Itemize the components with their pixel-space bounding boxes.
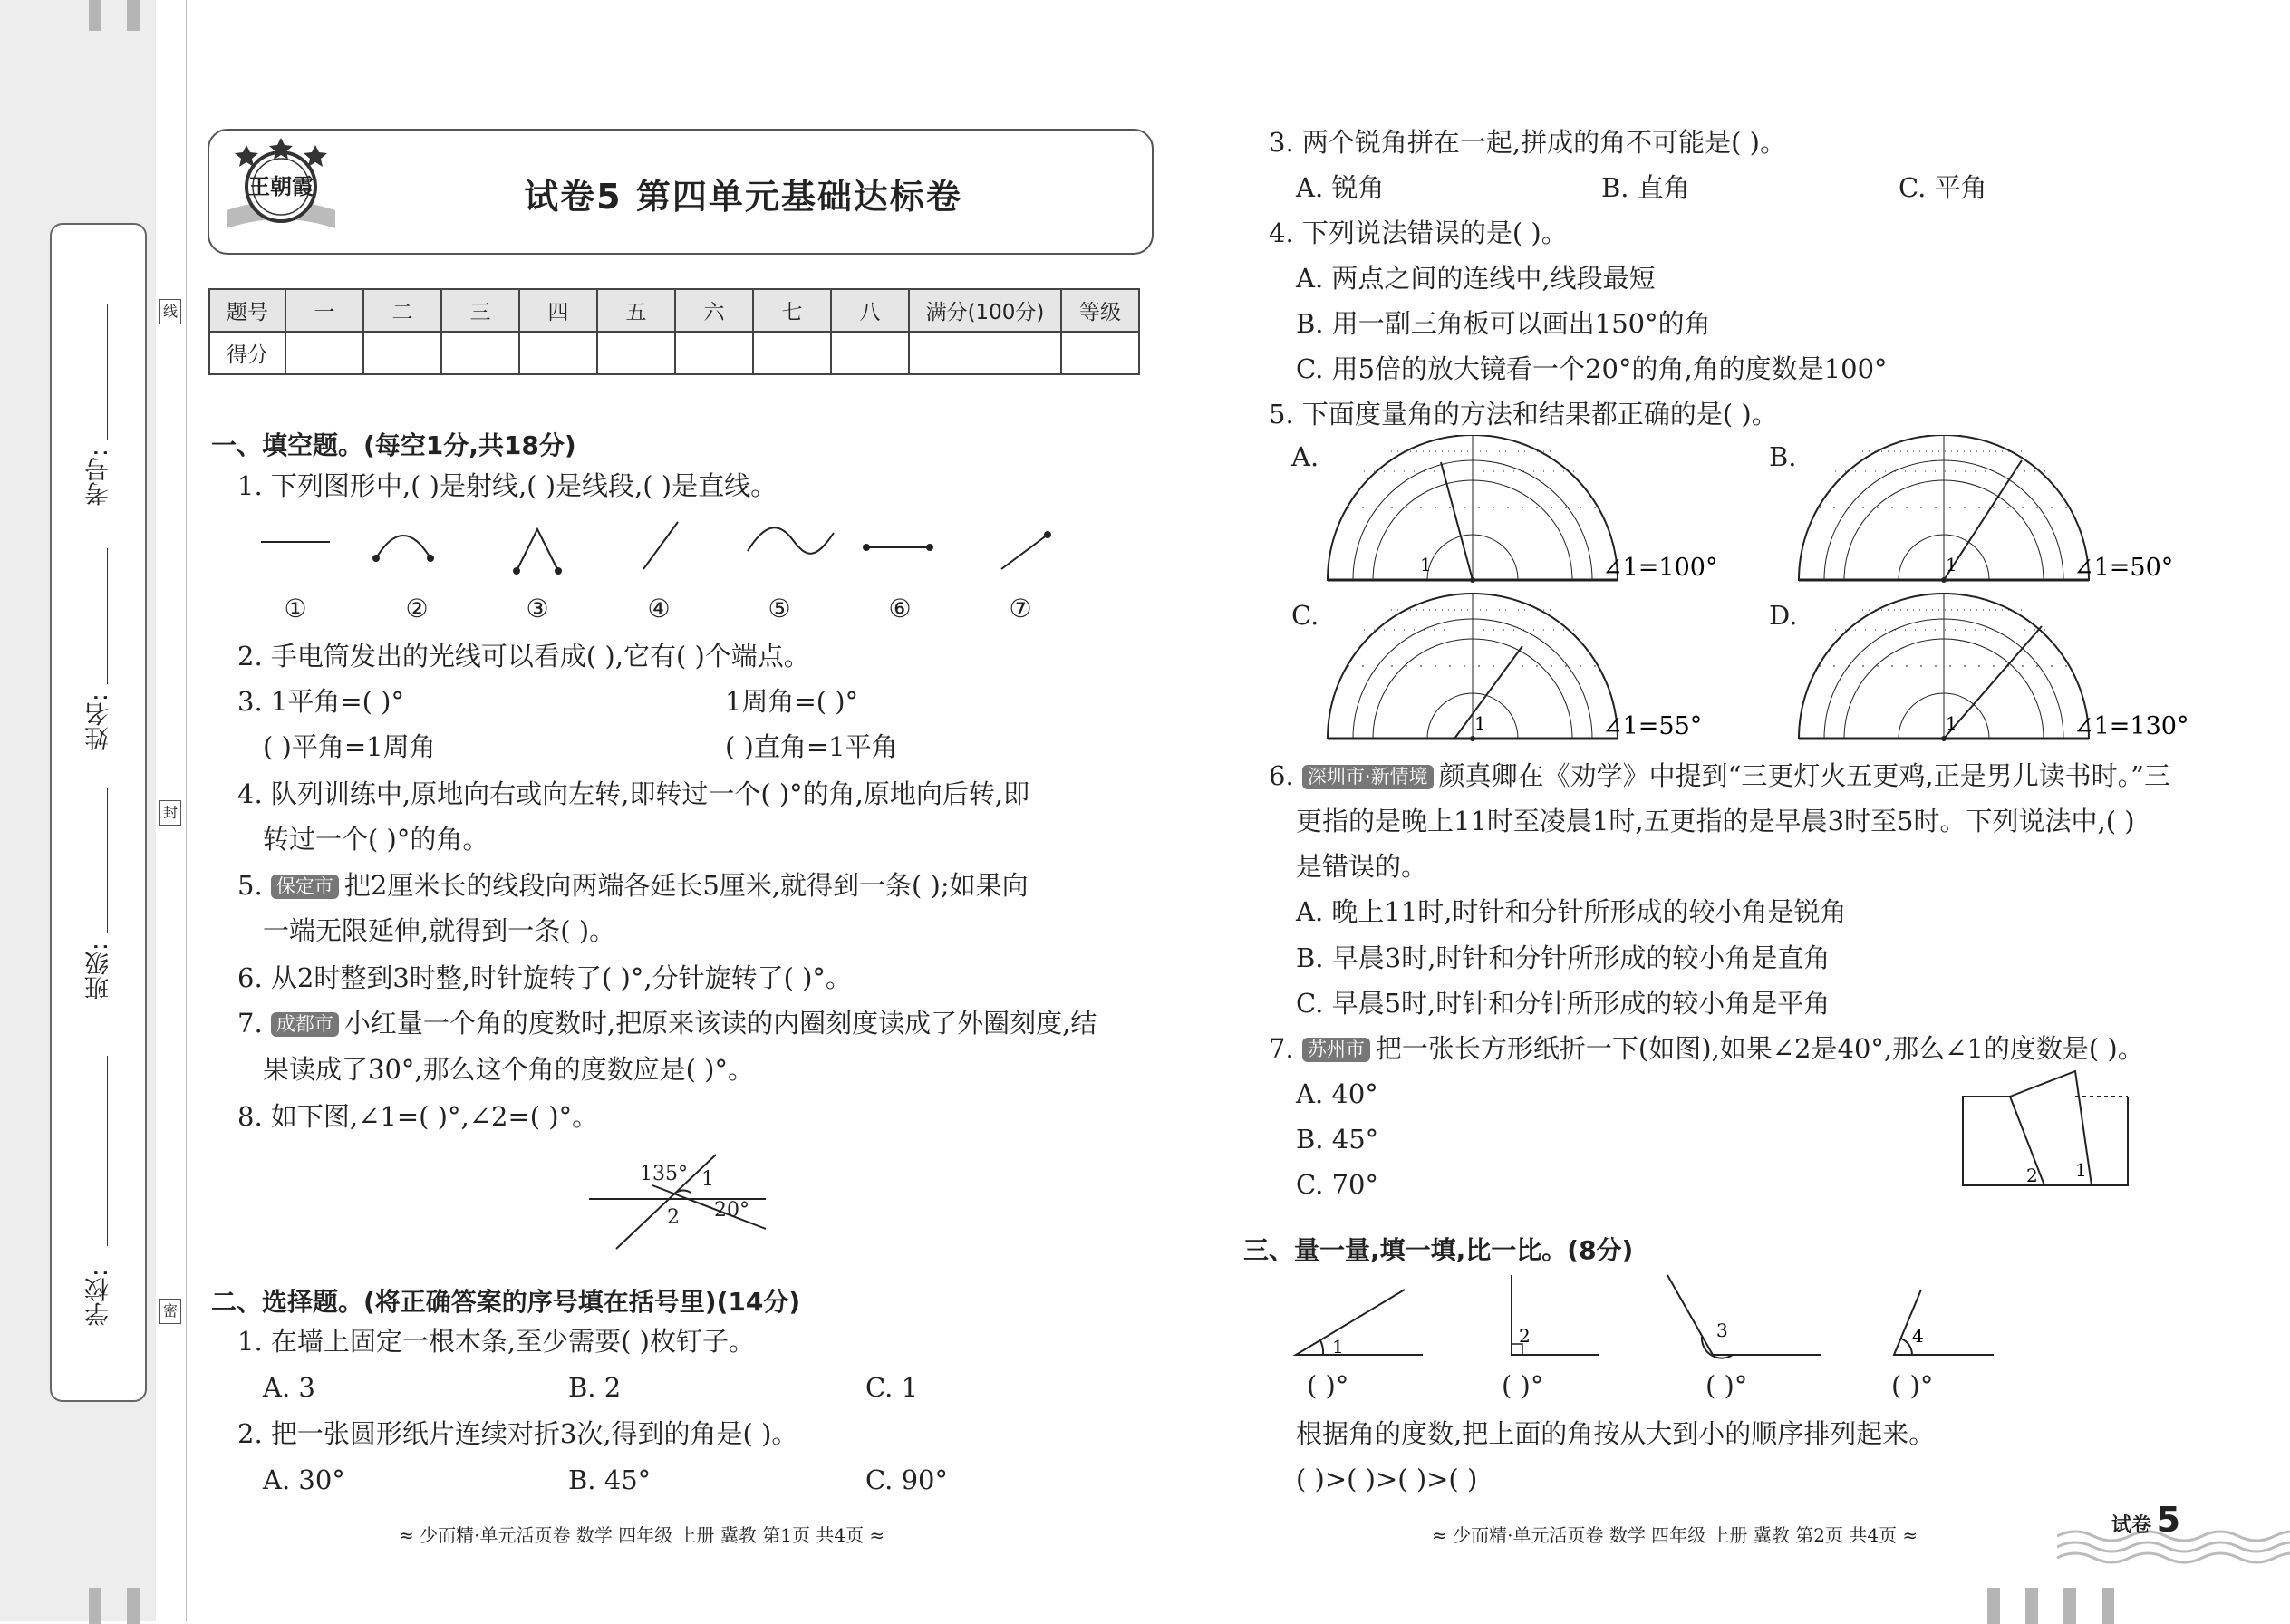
question-text: ( )平角=1周角 xyxy=(263,731,436,762)
registration-mark xyxy=(89,0,101,31)
registration-mark xyxy=(2025,1588,2038,1624)
answer-blank[interactable]: ( )° xyxy=(1307,1370,1349,1401)
registration-mark xyxy=(127,1588,140,1624)
question-number: 7. xyxy=(237,1008,263,1039)
region-tag: 成都市 xyxy=(271,1012,339,1037)
angle-label: 1 xyxy=(1946,712,1957,734)
page-footer-right: ≈ 少而精·单元活页卷 数学 四年级 上册 冀教 第2页 共4页 ≈ xyxy=(1432,1524,1918,1546)
angle-label: 1 xyxy=(1332,1336,1344,1358)
score-table-header: 七 xyxy=(753,289,831,332)
class-label: 班级: xyxy=(85,942,113,1000)
seal-mark: 线 xyxy=(159,299,181,324)
seal-mark: 密 xyxy=(159,1299,181,1324)
angles-to-measure xyxy=(1287,1273,2012,1364)
option-letter: D. xyxy=(1769,600,1798,631)
score-cell[interactable] xyxy=(519,332,597,374)
figure-point xyxy=(427,555,434,562)
score-table-header: 三 xyxy=(441,289,519,332)
option-c[interactable] xyxy=(1291,594,1702,741)
option-a[interactable] xyxy=(1291,435,1717,583)
option[interactable]: B. 2 xyxy=(568,1372,622,1403)
angle-label: 2 xyxy=(667,1206,680,1229)
question-text: 1. 下列图形中,( )是射线,( )是线段,( )是直线。 xyxy=(237,470,778,501)
protractor xyxy=(1799,435,2089,583)
question-text: 3. 1平角=( )° xyxy=(237,686,404,717)
figure-angle xyxy=(517,529,558,571)
option[interactable]: B. 45° xyxy=(568,1464,652,1495)
question-text: 更指的是晚上11时至凌晨1时,五更指的是早晨3时至5时。下列说法中,( ) xyxy=(1296,806,2135,836)
name-label: 姓名: xyxy=(85,693,113,751)
angle-label: 1 xyxy=(1474,712,1486,734)
figure-label: ⑥ xyxy=(888,594,912,624)
question-text: 5. 下面度量角的方法和结果都正确的是( )。 xyxy=(1269,399,1778,430)
score-cell[interactable] xyxy=(831,332,909,374)
student-info-box xyxy=(50,223,147,1402)
angle-label: 1 xyxy=(1946,554,1957,575)
protractor xyxy=(1799,594,2089,741)
logo-text: 王朝霞 xyxy=(248,174,314,199)
question-text: 是错误的。 xyxy=(1296,851,1428,882)
question-text-part: 把2厘米长的线段向两端各延长5厘米,就得到一条( );如果向 xyxy=(343,870,1029,901)
option-result: ∠1=55° xyxy=(1602,712,1703,740)
question-text: 转过一个( )°的角。 xyxy=(263,824,489,855)
section-heading: 二、选择题。(将正确答案的序号填在括号里)(14分) xyxy=(211,1287,801,1317)
angle-label: 2 xyxy=(2026,1165,2038,1186)
region-tag: 深圳市·新情境 xyxy=(1302,765,1434,789)
figure-wave xyxy=(748,527,834,554)
score-cell[interactable] xyxy=(675,332,753,374)
name-field[interactable] xyxy=(107,548,108,684)
folded-paper-figure xyxy=(1957,1069,2139,1187)
option[interactable]: B. 早晨3时,时针和分针所形成的较小角是直角 xyxy=(1296,942,1831,973)
option-letter: C. xyxy=(1291,600,1319,631)
protractor xyxy=(1328,435,1618,583)
question-text xyxy=(1269,760,2170,791)
question-text-part: 小红量一个角的度数时,把原来该读的内圈刻度读成了外圈刻度,结 xyxy=(343,1008,1097,1039)
school-label: 学校: xyxy=(85,1269,113,1327)
angle-arc xyxy=(676,1190,691,1193)
score-table-row-label: 得分 xyxy=(209,332,285,374)
score-cell[interactable] xyxy=(1061,332,1139,374)
exam-number-badge xyxy=(2111,1500,2180,1540)
question-text: 2. 把一张圆形纸片连续对折3次,得到的角是( )。 xyxy=(237,1418,798,1449)
option-result: ∠1=100° xyxy=(1602,554,1718,582)
exam-number-label: 考号: xyxy=(85,449,113,507)
angle-1 xyxy=(1296,1290,1423,1355)
registration-mark xyxy=(1987,1588,2000,1624)
protractor-options xyxy=(1291,435,2198,752)
seal-mark: 封 xyxy=(159,800,181,826)
registration-mark xyxy=(2102,1588,2114,1624)
badge-number: 5 xyxy=(2156,1500,2181,1540)
brand-logo xyxy=(221,134,341,245)
ordering-answer[interactable]: ( )>( )>( )>( ) xyxy=(1296,1464,1478,1494)
score-table-header: 八 xyxy=(831,289,909,332)
figure-label: ② xyxy=(405,594,429,624)
figure-label: ③ xyxy=(526,594,549,624)
question-text: 2. 手电筒发出的光线可以看成( ),它有( )个端点。 xyxy=(237,641,810,672)
score-table xyxy=(208,288,1140,375)
option[interactable]: C. 1 xyxy=(865,1372,919,1403)
option[interactable]: A. 两点之间的连线中,线段最短 xyxy=(1296,263,1656,294)
option[interactable]: A. 锐角 xyxy=(1296,172,1385,203)
instruction-text: 根据角的度数,把上面的角按从大到小的顺序排列起来。 xyxy=(1296,1418,1936,1449)
exam-number-field[interactable] xyxy=(107,304,108,440)
option[interactable]: B. 直角 xyxy=(1601,172,1690,203)
figure-point xyxy=(926,544,933,551)
region-tag: 苏州市 xyxy=(1302,1038,1370,1062)
score-table-header: 满分(100分) xyxy=(909,289,1061,332)
line-types-figure xyxy=(254,515,1069,624)
answer-blank[interactable]: ( )° xyxy=(1705,1370,1748,1401)
question-number: 6. xyxy=(1269,760,1294,791)
option[interactable]: C. 早晨5时,时针和分针所形成的较小角是平角 xyxy=(1296,988,1831,1019)
option[interactable]: A. 3 xyxy=(263,1372,315,1403)
score-table-header: 六 xyxy=(675,289,753,332)
figure-label: ⑦ xyxy=(1009,594,1032,624)
figure-label: ④ xyxy=(647,594,671,624)
rectangle-outline xyxy=(1963,1097,2128,1185)
figure-label: ⑤ xyxy=(768,594,791,624)
option-result: ∠1=130° xyxy=(2073,712,2189,740)
binding-fold-line xyxy=(186,0,187,1621)
question-text: 8. 如下图,∠1=( )°,∠2=( )°。 xyxy=(237,1101,599,1132)
option-result: ∠1=50° xyxy=(2073,554,2174,582)
option-d[interactable] xyxy=(1769,594,2189,741)
school-field[interactable] xyxy=(107,1056,108,1246)
registration-mark xyxy=(89,1588,101,1624)
option[interactable]: A. 40° xyxy=(1296,1078,1378,1109)
angle-label: 2 xyxy=(1519,1325,1531,1347)
score-table-header: 题号 xyxy=(209,289,285,332)
score-cell[interactable] xyxy=(909,332,1061,374)
figure-label: ① xyxy=(284,594,307,624)
section-heading: 一、填空题。(每空1分,共18分) xyxy=(211,430,576,460)
question-text-part: 把一张长方形纸折一下(如图),如果∠2是40°,那么∠1的度数是( )。 xyxy=(1375,1033,2144,1064)
section-heading: 三、量一量,填一填,比一比。(8分) xyxy=(1243,1235,1634,1265)
registration-mark xyxy=(2063,1588,2076,1624)
figure-point xyxy=(555,567,562,575)
figure-point xyxy=(863,544,870,551)
intersecting-lines-figure xyxy=(580,1151,779,1251)
question-text: 一端无限延伸,就得到一条( )。 xyxy=(263,915,616,946)
angle-label: 1 xyxy=(2075,1159,2087,1181)
score-table-header: 二 xyxy=(363,289,441,332)
score-table-header: 一 xyxy=(285,289,363,332)
option[interactable]: C. 用5倍的放大镜看一个20°的角,角的度数是100° xyxy=(1296,353,1888,384)
score-cell[interactable] xyxy=(285,332,363,374)
option[interactable]: C. 70° xyxy=(1296,1169,1378,1200)
question-text: 3. 两个锐角拼在一起,拼成的角不可能是( )。 xyxy=(1269,127,1786,158)
figure-curve xyxy=(376,536,430,558)
exam-title: 试卷5 第四单元基础达标卷 xyxy=(524,177,962,217)
registration-mark xyxy=(127,0,140,31)
score-table-header: 四 xyxy=(519,289,597,332)
question-text: 果读成了30°,那么这个角的度数应是( )°。 xyxy=(263,1054,754,1085)
score-table-header: 等级 xyxy=(1061,289,1139,332)
score-cell[interactable] xyxy=(597,332,675,374)
question-text: ( )直角=1平角 xyxy=(725,731,898,762)
option-b[interactable] xyxy=(1769,435,2173,583)
angle-label: 3 xyxy=(1716,1320,1728,1341)
score-table-header: 五 xyxy=(597,289,675,332)
angle-arc xyxy=(1320,1340,1323,1355)
question-text: 4. 队列训练中,原地向右或向左转,即转过一个( )°的角,原地向后转,即 xyxy=(237,778,1030,809)
region-tag: 保定市 xyxy=(271,875,339,899)
score-cell[interactable] xyxy=(441,332,519,374)
question-text-part: 颜真卿在《劝学》中提到“三更灯火五更鸡,正是男儿读书时。”三 xyxy=(1438,760,2170,791)
option[interactable]: C. 平角 xyxy=(1899,172,1987,203)
option[interactable]: B. 用一副三角板可以画出150°的角 xyxy=(1296,308,1711,339)
answer-blank[interactable]: ( )° xyxy=(1891,1370,1934,1401)
question-text xyxy=(237,870,1029,901)
class-field[interactable] xyxy=(107,788,108,933)
answer-blank[interactable]: ( )° xyxy=(1502,1370,1544,1401)
option-letter: B. xyxy=(1769,441,1797,472)
option[interactable]: A. 30° xyxy=(263,1464,345,1495)
angle-label: 1 xyxy=(1420,554,1432,575)
figure-point xyxy=(513,567,520,575)
badge-label: 试卷 xyxy=(2111,1514,2152,1537)
angle-label: 4 xyxy=(1912,1325,1924,1347)
question-text: 1. 在墙上固定一根木条,至少需要( )枚钉子。 xyxy=(237,1326,755,1357)
angle-label: 1 xyxy=(701,1168,714,1191)
angle-arc xyxy=(1901,1339,1912,1355)
question-number: 7. xyxy=(1269,1033,1294,1064)
figure-point xyxy=(1044,531,1051,538)
protractor xyxy=(1328,594,1618,741)
question-text xyxy=(1269,1033,2144,1064)
question-text xyxy=(237,1010,1097,1037)
question-text: 4. 下列说法错误的是( )。 xyxy=(1269,218,1568,248)
figure-point xyxy=(372,555,380,562)
angle-3 xyxy=(1667,1275,1821,1355)
angle-label: 20° xyxy=(714,1199,749,1222)
option[interactable]: A. 晚上11时,时针和分针所形成的较小角是锐角 xyxy=(1296,896,1847,927)
score-cell[interactable] xyxy=(753,332,831,374)
score-cell[interactable] xyxy=(363,332,441,374)
angle-label: 135° xyxy=(640,1163,688,1185)
question-text: 6. 从2时整到3时整,时针旋转了( )°,分针旋转了( )°。 xyxy=(237,962,852,993)
option-letter: A. xyxy=(1291,441,1319,472)
page-footer-left: ≈ 少而精·单元活页卷 数学 四年级 上册 冀教 第1页 共4页 ≈ xyxy=(399,1524,885,1546)
option[interactable]: B. 45° xyxy=(1296,1124,1379,1155)
option[interactable]: C. 90° xyxy=(865,1464,948,1495)
question-number: 5. xyxy=(237,870,263,901)
figure-ray xyxy=(1001,535,1048,569)
question-text: 1周角=( )° xyxy=(725,686,859,717)
figure-line xyxy=(643,522,678,569)
